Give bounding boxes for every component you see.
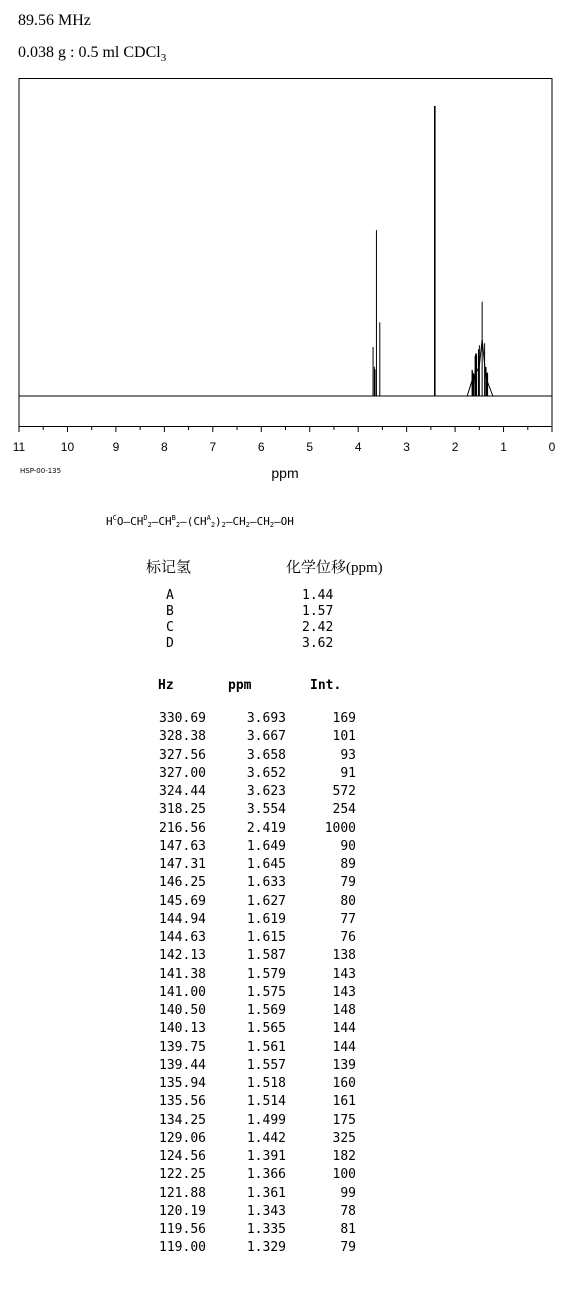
peak-row [0,1131,570,1149]
peak-row [0,985,570,1003]
ppm-header: ppm [228,678,252,693]
peak-intensity: 101 [332,729,356,745]
peak-intensity: 90 [340,838,356,854]
peak-hz: 216.56 [159,820,206,836]
peak-hz: 141.00 [159,984,206,1000]
peak-hz: 139.44 [159,1057,206,1073]
spectrum-code: HSP-00-135 [20,467,62,475]
sample-subscript: 3 [160,52,167,64]
peak-row [0,1204,570,1222]
peak-intensity: 169 [332,711,356,726]
peak-intensity: 161 [332,1094,356,1110]
peak-row [0,930,570,948]
x-tick-label: 8 [161,440,168,454]
peak-row [0,857,570,875]
assignment-table [0,588,570,652]
peak-row [0,894,570,912]
peak-ppm: 1.615 [246,930,286,945]
peak-intensity: 144 [332,1039,356,1055]
peak-hz: 328.38 [159,729,206,745]
peak-lines [373,106,488,396]
peak-ppm: 1.587 [246,948,286,964]
peak-row [0,875,570,893]
peak-row [0,802,570,820]
peak-ppm: 1.518 [246,1076,286,1091]
peak-intensity: 78 [340,1203,356,1219]
peak-hz: 147.63 [159,838,206,854]
peak-ppm: 3.658 [246,747,286,763]
x-axis-label: ppm [271,465,299,481]
assignment-shift: 2.42 [302,620,334,635]
peak-row [0,1003,570,1021]
peak-ppm: 3.693 [246,711,286,726]
peak-intensity: 572 [332,784,356,799]
peak-ppm: 1.391 [246,1149,286,1164]
peak-hz: 318.25 [159,802,206,818]
label-b: B [171,514,176,522]
peak-hz: 142.13 [159,948,206,964]
peak-intensity: 77 [340,911,356,927]
peak-ppm: 1.499 [246,1112,286,1128]
peak-intensity: 100 [332,1167,356,1183]
peak-hz: 134.25 [159,1112,206,1128]
peak-hz: 129.06 [159,1130,206,1146]
assignment-row [0,636,570,652]
hz-header: Hz [158,678,174,693]
peak-intensity: 160 [332,1076,356,1091]
peak-intensity: 89 [340,857,356,872]
peak-intensity: 139 [332,1057,356,1073]
assignment-row [0,604,570,620]
assignment-header [0,556,570,576]
peak-ppm: 1.361 [246,1185,286,1201]
peak-ppm: 1.335 [246,1222,286,1237]
peak-hz: 140.13 [159,1021,206,1037]
peak-row [0,1113,570,1131]
peak-intensity: 93 [340,747,356,763]
peak-hz: 330.69 [159,711,206,726]
assignment-shift: 1.44 [302,588,334,603]
peak-intensity: 182 [332,1149,356,1164]
peak-row [0,766,570,784]
peak-hz: 146.25 [159,875,206,891]
peak-ppm: 1.343 [246,1203,286,1219]
x-tick-label: 11 [12,440,26,454]
peak-hz: 145.69 [159,893,206,909]
x-tick-label: 9 [112,440,120,454]
peak-ppm: 1.579 [246,966,286,982]
peak-ppm: 2.419 [246,820,286,836]
x-tick-label: 1 [500,440,507,454]
peak-ppm: 1.627 [246,893,286,909]
peak-hz: 124.56 [159,1149,206,1164]
peak-row [0,1058,570,1076]
molecular-structure: $H^CO—CH^D_2—CH^B_2—(CH^A_2)_2—CH_2—CH_2—OH$ [106,514,294,529]
peak-ppm: 1.569 [246,1003,286,1018]
peak-hz: 327.56 [159,747,206,763]
peak-hz: 121.88 [159,1185,206,1201]
peak-intensity: 138 [332,948,356,964]
peak-intensity: 79 [340,1240,356,1256]
peak-ppm: 1.565 [246,1021,286,1037]
peak-ppm: 1.514 [246,1094,286,1110]
peak-ppm: 1.557 [246,1057,286,1073]
peak-row [0,1186,570,1204]
peak-hz: 324.44 [159,784,206,799]
peak-row [0,1076,570,1094]
peak-row [0,821,570,839]
peak-row [0,784,570,802]
peak-row [0,748,570,766]
peak-intensity: 175 [332,1112,356,1128]
x-axis-ticks [13,427,556,455]
assignment-label: B [166,604,174,619]
peak-intensity: 325 [332,1130,356,1146]
x-tick-label: 10 [60,440,75,454]
peak-hz: 122.25 [159,1167,206,1183]
peak-hz: 135.94 [159,1076,206,1091]
peak-row [0,1040,570,1058]
peak-intensity: 143 [332,966,356,982]
peak-row [0,912,570,930]
peak-ppm: 1.633 [246,875,286,891]
multiplet-envelope [467,339,493,396]
peak-intensity: 76 [340,930,356,945]
peak-ppm: 1.575 [246,984,286,1000]
peak-ppm: 3.652 [246,765,286,781]
peak-row [0,1149,570,1167]
peak-intensity: 80 [340,893,356,909]
assignment-row [0,588,570,604]
peak-hz: 144.63 [159,930,206,945]
int-header: Int. [310,678,342,693]
peak-row [0,839,570,857]
peak-row [0,948,570,966]
peak-hz: 144.94 [159,911,206,927]
peak-ppm: 3.623 [246,784,286,799]
peak-table [0,711,570,1259]
peak-intensity: 143 [332,984,356,1000]
peak-ppm: 1.619 [246,911,286,927]
peak-intensity: 91 [340,765,356,781]
peak-intensity: 148 [332,1003,356,1018]
peak-intensity: 254 [332,802,356,818]
peak-ppm: 1.645 [246,857,286,872]
peak-hz: 119.00 [159,1240,206,1256]
peak-ppm: 3.554 [246,802,286,818]
peak-intensity: 79 [340,875,356,891]
assignment-label: C [166,620,174,635]
spectrometer-frequency: 89.56 MHz [18,12,91,29]
peak-hz: 147.31 [159,857,206,872]
peak-intensity: 1000 [324,820,356,836]
label-header: 标记氢 [146,560,192,576]
peak-intensity: 144 [332,1021,356,1037]
x-tick-label: 2 [451,440,459,454]
peak-row [0,729,570,747]
peak-hz: 120.19 [159,1203,206,1219]
x-tick-label: 4 [354,440,362,454]
x-tick-label: 6 [257,440,265,454]
peak-row [0,711,570,729]
sample-concentration [18,44,166,64]
peak-hz: 140.50 [159,1003,206,1018]
peak-intensity: 81 [340,1222,356,1237]
peak-hz: 139.75 [159,1039,206,1055]
label-a: A [206,514,211,522]
assignment-row [0,620,570,636]
peak-row [0,1240,570,1258]
assignment-shift: 3.62 [302,636,334,651]
peak-ppm: 1.649 [246,838,286,854]
peak-ppm: 3.667 [246,729,286,745]
peak-row [0,967,570,985]
peak-row [0,1167,570,1185]
sample-text: 0.038 g : 0.5 ml CDCl [18,44,161,61]
assignment-label: D [166,636,174,651]
label-d: D [143,514,148,522]
x-tick-label: 0 [548,440,556,454]
peak-ppm: 1.561 [246,1039,286,1055]
x-tick-label: 7 [209,440,217,454]
label-c: C [112,514,117,522]
peak-ppm: 1.442 [246,1130,286,1146]
shift-header: 化学位移(ppm) [286,560,383,576]
x-tick-label: 3 [403,440,410,454]
peak-intensity: 99 [340,1185,356,1201]
peak-row [0,1094,570,1112]
peak-ppm: 1.329 [246,1240,286,1256]
peak-row [0,1021,570,1039]
peak-row [0,1222,570,1240]
peak-hz: 327.00 [159,765,206,781]
assignment-shift: 1.57 [302,604,334,619]
peak-hz: 119.56 [159,1222,206,1237]
assignment-label: A [166,588,174,603]
x-tick-label: 5 [306,440,314,454]
peak-hz: 141.38 [159,966,206,982]
peak-ppm: 1.366 [246,1167,286,1183]
peak-hz: 135.56 [159,1094,206,1110]
